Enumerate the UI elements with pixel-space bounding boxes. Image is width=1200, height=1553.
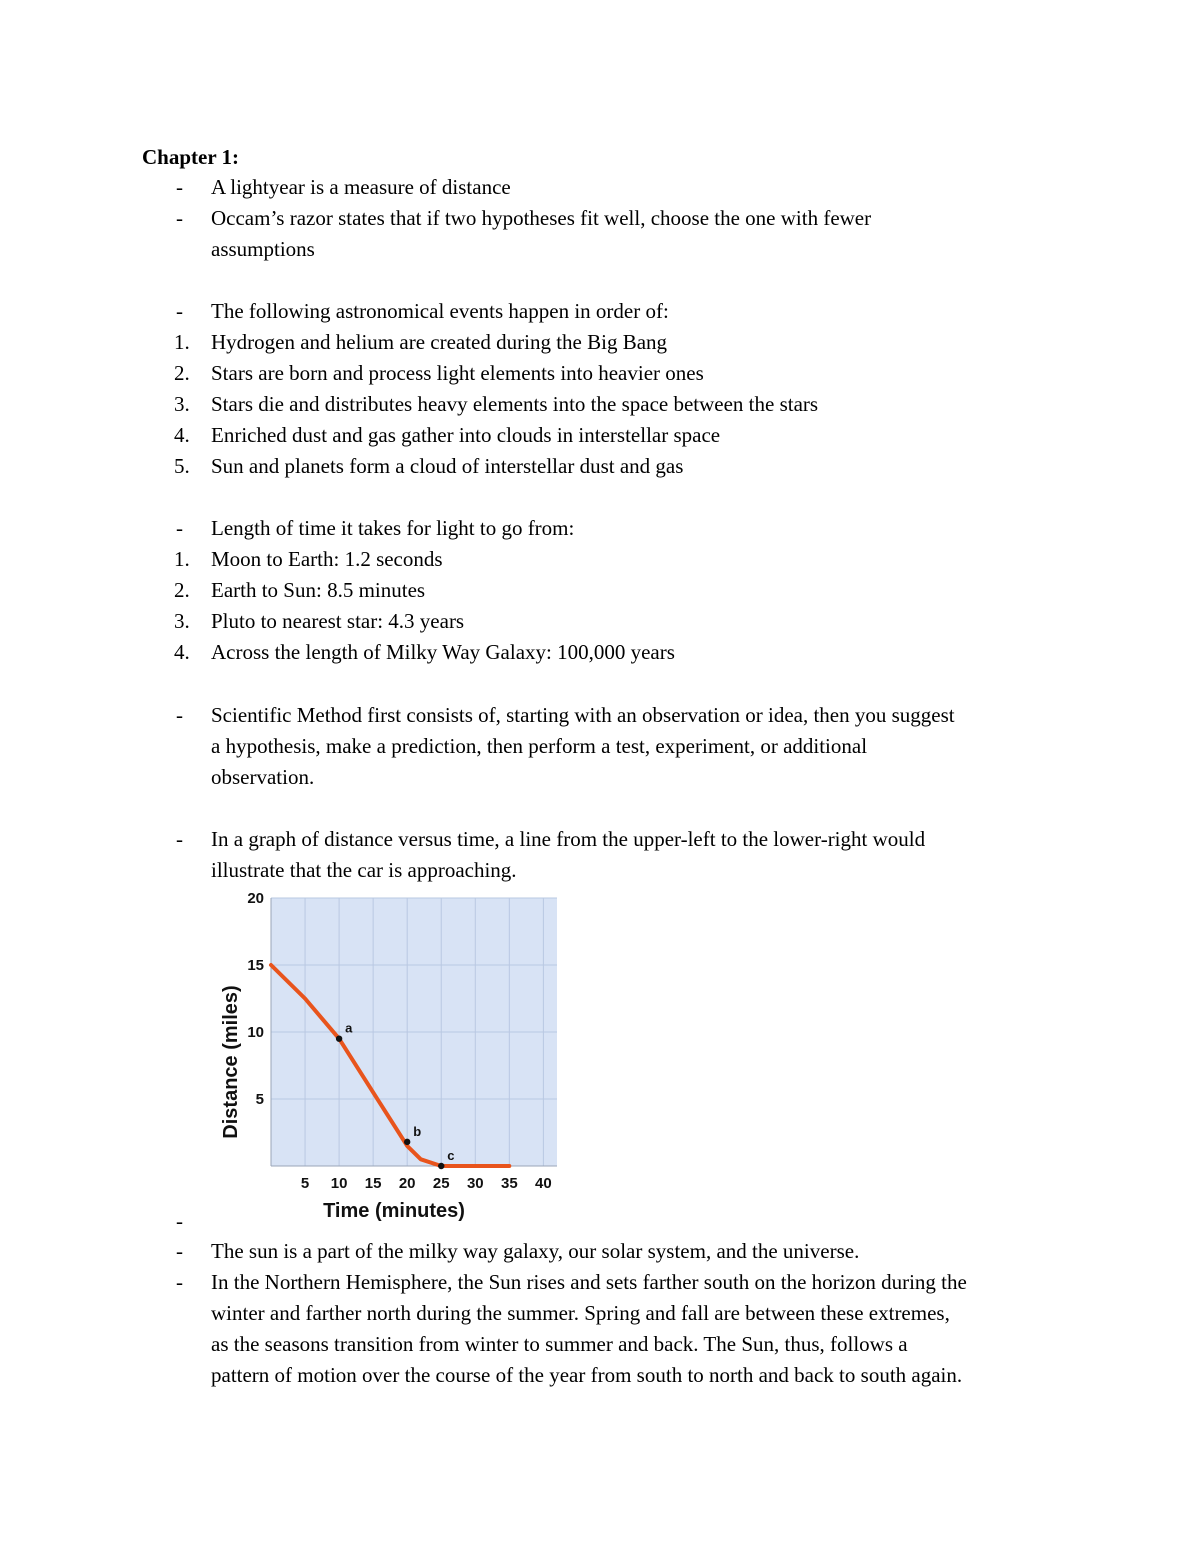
- bullet-dash: -: [176, 827, 183, 851]
- item-number: 4.: [174, 640, 190, 664]
- paragraph-line: a hypothesis, make a prediction, then perform a test, experiment, or additional: [211, 734, 868, 758]
- item-number: 3.: [174, 609, 190, 633]
- bullet-dash: -: [176, 1270, 183, 1294]
- point-label: a: [345, 1020, 353, 1036]
- x-tick-label: 5: [300, 1175, 310, 1192]
- light-travel-text: Earth to Sun: 8.5 minutes: [211, 578, 426, 602]
- chart-svg: [210, 888, 570, 1224]
- bullet-text: assumptions: [211, 237, 315, 261]
- x-tick-label: 10: [330, 1175, 348, 1192]
- x-tick-label: 30: [466, 1175, 484, 1192]
- bullet-dash: -: [176, 299, 183, 323]
- events-intro: The following astronomical events happen in order of:: [211, 299, 669, 323]
- paragraph-line: winter and farther north during the summer. Spring and fall are between these extremes,: [211, 1301, 950, 1325]
- paragraph-line: In a graph of distance versus time, a line from the upper-left to the lower-right would: [211, 827, 926, 851]
- bullet-dash: -: [176, 1209, 183, 1233]
- event-text: Stars are born and process light elements into heavier ones: [211, 361, 704, 385]
- bullet-dash: -: [176, 703, 183, 727]
- distance-time-chart: [210, 888, 570, 1224]
- light-travel-text: Pluto to nearest star: 4.3 years: [211, 609, 465, 633]
- x-tick-label: 20: [398, 1175, 416, 1192]
- x-tick-label: 40: [535, 1175, 552, 1192]
- x-tick-label: 25: [432, 1175, 450, 1192]
- light-travel-intro: Length of time it takes for light to go from:: [211, 516, 575, 540]
- item-number: 1.: [174, 330, 190, 354]
- bullet-dash: -: [176, 175, 183, 199]
- point-label: c: [447, 1148, 455, 1163]
- y-tick-label: 15: [247, 957, 264, 974]
- item-number: 2.: [174, 361, 190, 385]
- item-number: 5.: [174, 454, 190, 478]
- item-number: 4.: [174, 423, 190, 447]
- item-number: 1.: [174, 547, 190, 571]
- paragraph-line: In the Northern Hemisphere, the Sun rises and sets farther south on the horizon during the: [211, 1270, 967, 1294]
- data-point: [404, 1139, 410, 1145]
- data-point: [336, 1036, 342, 1042]
- paragraph-line: The sun is a part of the milky way galaxy, our solar system, and the universe.: [211, 1239, 860, 1263]
- event-text: Sun and planets form a cloud of interstellar dust and gas: [211, 454, 684, 478]
- event-text: Stars die and distributes heavy elements into the space between the stars: [211, 392, 819, 416]
- event-text: Enriched dust and gas gather into clouds in interstellar space: [211, 423, 721, 447]
- bullet-text: Occam’s razor states that if two hypotheses fit well, choose the one with fewer: [211, 206, 872, 230]
- paragraph-line: Scientific Method first consists of, starting with an observation or idea, then you suggest: [211, 703, 955, 727]
- x-tick-label: 15: [364, 1175, 382, 1192]
- x-axis-label: Time (minutes): [323, 1200, 465, 1222]
- bullet-text: A lightyear is a measure of distance: [211, 175, 511, 199]
- y-tick-label: 5: [255, 1091, 264, 1108]
- light-travel-text: Moon to Earth: 1.2 seconds: [211, 547, 443, 571]
- data-point: [438, 1163, 444, 1169]
- paragraph-line: pattern of motion over the course of the year from south to north and back to south again.: [211, 1363, 963, 1387]
- item-number: 2.: [174, 578, 190, 602]
- paragraph-line: observation.: [211, 765, 315, 789]
- y-tick-label: 10: [247, 1024, 264, 1041]
- point-label: b: [413, 1123, 422, 1139]
- chapter-title: Chapter 1:: [142, 145, 240, 169]
- x-tick-label: 35: [500, 1175, 518, 1192]
- y-tick-label: 20: [247, 890, 264, 907]
- y-axis-label: Distance (miles): [220, 985, 242, 1139]
- paragraph-line: as the seasons transition from winter to summer and back. The Sun, thus, follows a: [211, 1332, 908, 1356]
- light-travel-text: Across the length of Milky Way Galaxy: 100,000 years: [211, 640, 675, 664]
- bullet-dash: -: [176, 206, 183, 230]
- paragraph-line: illustrate that the car is approaching.: [211, 858, 517, 882]
- event-text: Hydrogen and helium are created during the Big Bang: [211, 330, 668, 354]
- item-number: 3.: [174, 392, 190, 416]
- bullet-dash: -: [176, 1239, 183, 1263]
- bullet-dash: -: [176, 516, 183, 540]
